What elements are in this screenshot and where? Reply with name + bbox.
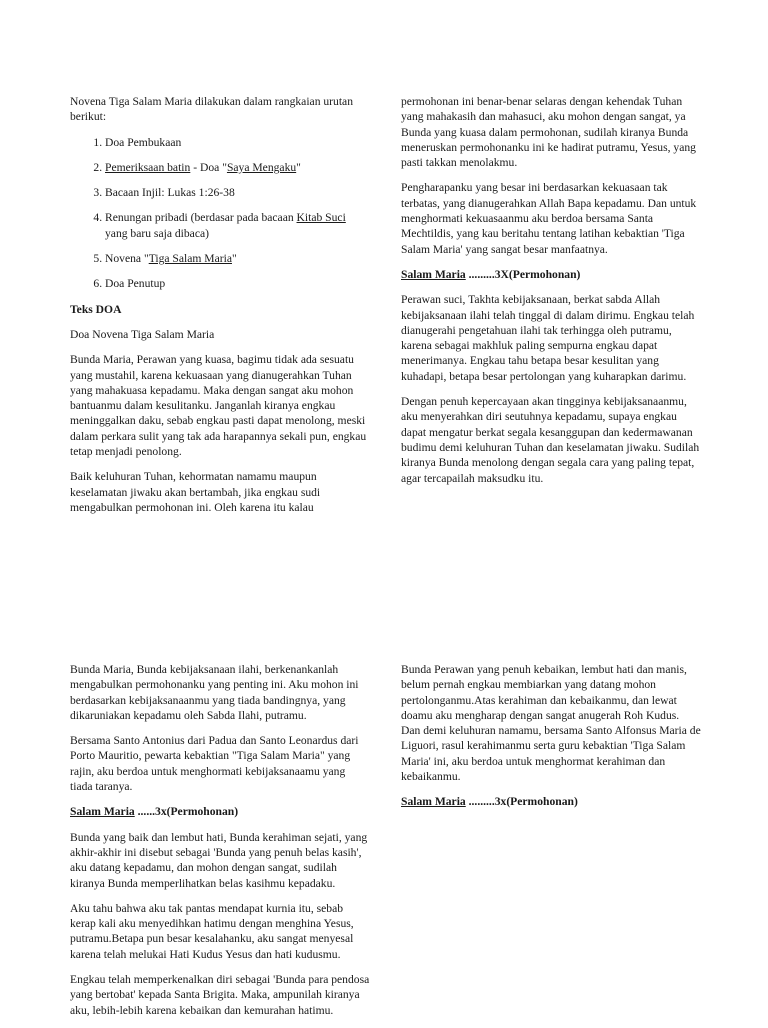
list-item-text: - Doa "	[190, 160, 227, 174]
salam-maria-heading	[401, 267, 701, 282]
list-item-text: "	[231, 252, 237, 266]
list-item	[105, 251, 370, 266]
salam-count: .........3X(Permohonan)	[465, 267, 581, 281]
link-kitab-suci[interactable]: Kitab Suci	[296, 211, 346, 225]
link-pemeriksaan-batin[interactable]: Pemeriksaan batin	[105, 160, 191, 174]
page1-left-column	[70, 94, 370, 525]
salam-count: .........3x(Permohonan)	[465, 795, 578, 809]
prayer-paragraph: Baik keluhuran Tuhan, kehormatan namamu maupun keselamatan jiwaku akan bertambah, jika engkau sudi mengabulkan permohonan ini. Oleh karena itu kalau	[70, 470, 321, 514]
prayer-paragraph: Engkau telah memperkenalkan diri sebagai 'Bunda para pendosa yang bertobat' kepada Santa Brigita. Maka, ampunilah kiranya aku, lebih-lebih karena kebaikan dan kemurahan hatimu.	[70, 973, 370, 1017]
prayer-paragraph: Bunda Perawan yang penuh kebaikan, lembut hati dan manis, belum pernah engkau membiarkan yang datang mohon pertolonganmu.Atas kerahiman dan kebaikanmu, dan lewat doamu aku mengharap dengan sangat anugerah Roh Kudus. Dan demi keluhuran namamu, bersama Santo Alfonsus Maria de Liguori, rasul kerahimanmu serta guru kebaktian 'Tiga Salam Maria' ini, aku berdoa untuk menghormat kerahiman dan kebaikanmu.	[401, 663, 701, 784]
list-item-text: Doa Penutup	[105, 277, 166, 291]
salam-maria-heading	[70, 804, 370, 819]
list-item-text: yang baru saja dibaca)	[105, 226, 209, 240]
list-item	[105, 160, 370, 175]
list-item-text: Bacaan Injil: Lukas 1:26-38	[105, 186, 235, 200]
intro-paragraph: Novena Tiga Salam Maria dilakukan dalam rangkaian urutan berikut:	[70, 95, 354, 124]
list-item	[105, 185, 370, 200]
prayer-paragraph: Perawan suci, Takhta kebijaksanaan, berkat sabda Allah kebijaksanaan ilahi telah tinggal di dalam dirimu. Engkau telah dianugerahi pengetahuan ilahi tak terhingga oleh putramu, karena sebagai makhluk paling sempurna engkau dapat menerimanya. Engkau tahu betapa besar kesulitan yang kuhadapi, betapa besar pertolongan yang kuharapkan darimu.	[401, 293, 695, 383]
order-list	[70, 135, 370, 292]
list-item-text: "	[296, 160, 301, 174]
salam-count: ......3x(Permohonan)	[134, 805, 239, 819]
list-item-text: Renungan pribadi (berdasar pada bacaan	[105, 211, 297, 225]
prayer-paragraph: Bersama Santo Antonius dari Padua dan Santo Leonardus dari Porto Mauritio, pewarta kebaktian "Tiga Salam Maria" yang rajin, aku berdoa untuk menghormati kebijaksanaamu yang tiada taranya.	[70, 734, 359, 794]
link-salam-maria[interactable]: Salam Maria	[401, 267, 466, 281]
prayer-paragraph: permohonan ini benar-benar selaras dengan kehendak Tuhan yang mahakasih dan mahasuci, aku mohon dengan sangat, ya Bunda yang kuasa dalam permohonan, sudilah kiranya Bunda meneruskan permohonanku ini ke hadirat putramu, Yesus, yang pasti takkan menolakmu.	[401, 95, 696, 170]
prayer-paragraph: Pengharapanku yang besar ini berdasarkan kekuasaan tak terbatas, yang dianugerahkan Allah Bapa kepadamu. Dan untuk menghormati kekuasaanmu aku berdoa bersama Santa Mechtildis, yang kau beritahu tentang latihan kebaktian 'Tiga Salam Maria' yang sangat besar manfaatnya.	[401, 181, 697, 256]
prayer-title: Doa Novena Tiga Salam Maria	[70, 327, 215, 341]
page1-right-column	[401, 94, 701, 496]
page2-left-column	[70, 662, 370, 1028]
link-tiga-salam-maria[interactable]: Tiga Salam Maria	[148, 252, 232, 266]
page2-right-column	[401, 662, 701, 820]
prayer-paragraph: Dengan penuh kepercayaan akan tingginya kebijaksanaanmu, aku menyerahkan diri seutuhnya kepadamu, supaya engkau dapat mengatur berkat segala kesanggupan dan kedermawanan budimu demi keluhuran Tuhan dan keselamatan jiwaku. Sudilah kiranya Bunda menolong dengan segala cara yang paling tepat, agar tercapailah maksudku itu.	[401, 395, 700, 485]
prayer-paragraph: Bunda yang baik dan lembut hati, Bunda kerahiman sejati, yang akhir-akhir ini disebut sebagai 'Bunda yang penuh belas kasih', aku datang kepadamu, dan mohon dengan sangat, sudilah kiranya Bunda memperlihatkan belas kasihmu kepadaku.	[70, 830, 368, 890]
prayer-paragraph: Aku tahu bahwa aku tak pantas mendapat kurnia itu, sebab kerap kali aku menyedihkan hatimu dengan menghina Yesus, putramu.Betapa pun besar kesalahanku, aku sangat menyesal karena telah melukai Hati Kudus Yesus dan hati kudusmu.	[70, 901, 354, 961]
section-heading: Teks DOA	[70, 302, 122, 316]
prayer-paragraph: Bunda Maria, Bunda kebijaksanaan ilahi, berkenankanlah mengabulkan permohonanku yang penting ini. Aku mohon ini berdasarkan kebijaksanaanmu yang tiada bandingnya, yang dikaruniakan kepadamu oleh Sabda Ilahi, putramu.	[70, 663, 359, 722]
salam-maria-heading	[401, 794, 701, 809]
prayer-paragraph: Bunda Maria, Perawan yang kuasa, bagimu tidak ada sesuatu yang mustahil, karena kekuasaan yang dianugerahkan Tuhan yang mahakuasa kepadamu. Maka dengan sangat aku mohon bantuanmu dalam kesulitanku. Janganlah kiranya engkau meninggalkan daku, sebab engkau pasti dapat menolong, meski dalam perkara sulit yang tak ada harapannya sekali pun, engkau tetap menjadi penolong.	[70, 353, 367, 459]
list-item	[105, 210, 370, 241]
link-salam-maria[interactable]: Salam Maria	[401, 795, 466, 809]
link-saya-mengaku[interactable]: Saya Mengaku	[226, 160, 297, 174]
link-salam-maria[interactable]: Salam Maria	[70, 805, 135, 819]
list-item-text: Doa Pembukaan	[105, 135, 182, 149]
list-item	[105, 135, 370, 150]
list-item-text: Novena "	[105, 252, 149, 266]
list-item	[105, 276, 370, 291]
